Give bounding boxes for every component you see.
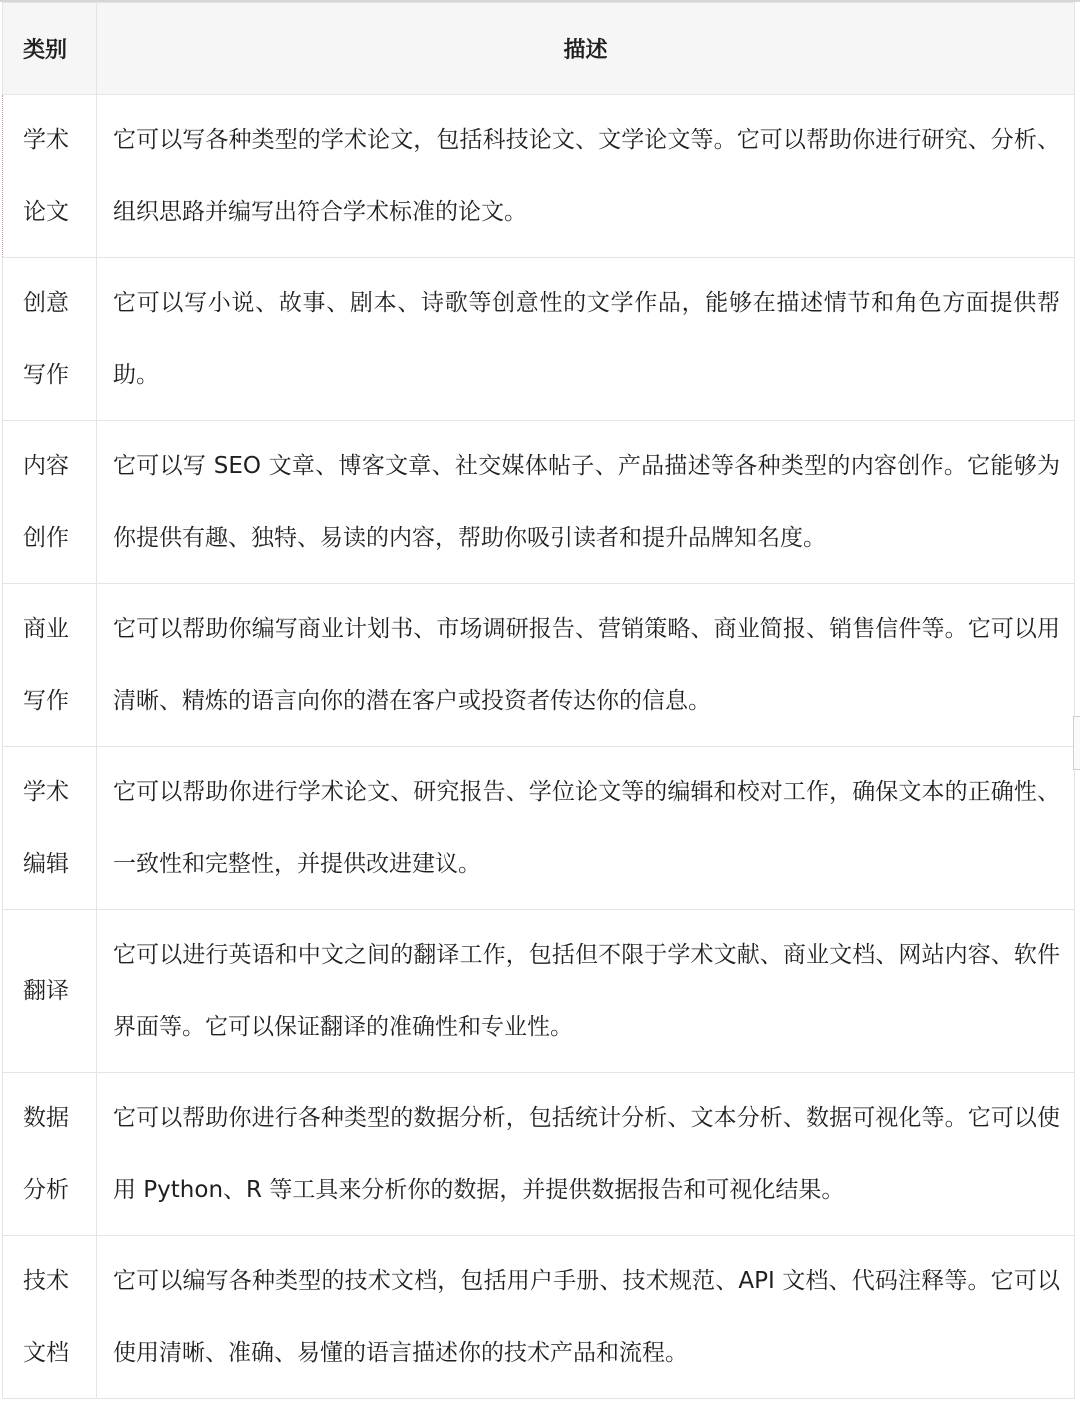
services-table [2, 2, 1075, 1399]
category-cell [3, 747, 97, 910]
category-cell [3, 95, 97, 258]
table-row [3, 747, 1075, 910]
table-row [3, 910, 1075, 1073]
category-line: 技术 [23, 1268, 69, 1294]
category-cell [3, 258, 97, 421]
category-line: 内容 [23, 453, 69, 479]
category-line: 写作 [23, 688, 69, 714]
category-line: 文档 [23, 1340, 69, 1366]
category-line: 创作 [23, 525, 69, 551]
category-line: 学术 [23, 127, 69, 153]
description-cell: 它可以写 SEO 文章、博客文章、社交媒体帖子、产品描述等各种类型的内容创作。它能够为你提供有趣、独特、易读的内容，帮助你吸引读者和提升品牌知名度。 [97, 421, 1075, 584]
description-cell: 它可以帮助你编写商业计划书、市场调研报告、营销策略、商业简报、销售信件等。它可以用清晰、精炼的语言向你的潜在客户或投资者传达你的信息。 [97, 584, 1075, 747]
category-line: 分析 [23, 1177, 69, 1203]
table-row [3, 1073, 1075, 1236]
description-cell: 它可以编写各种类型的技术文档，包括用户手册、技术规范、API 文档、代码注释等。它可以使用清晰、准确、易懂的语言描述你的技术产品和流程。 [97, 1236, 1075, 1399]
category-line: 写作 [23, 362, 69, 388]
category-line: 编辑 [23, 851, 69, 877]
table-row [3, 1236, 1075, 1399]
category-cell [3, 1236, 97, 1399]
category-line: 翻译 [23, 978, 69, 1004]
description-cell: 它可以写各种类型的学术论文，包括科技论文、文学论文等。它可以帮助你进行研究、分析、组织思路并编写出符合学术标准的论文。 [97, 95, 1075, 258]
table-row [3, 95, 1075, 258]
description-cell: 它可以帮助你进行学术论文、研究报告、学位论文等的编辑和校对工作，确保文本的正确性、一致性和完整性，并提供改进建议。 [97, 747, 1075, 910]
category-cell [3, 421, 97, 584]
table-row [3, 258, 1075, 421]
header-category: 类别 [3, 3, 97, 95]
category-line: 数据 [23, 1105, 69, 1131]
description-cell: 它可以帮助你进行各种类型的数据分析，包括统计分析、文本分析、数据可视化等。它可以使用 Python、R 等工具来分析你的数据，并提供数据报告和可视化结果。 [97, 1073, 1075, 1236]
table-header-row [3, 3, 1075, 95]
scroll-tab-handle[interactable] [1073, 716, 1080, 770]
category-line: 论文 [23, 199, 69, 225]
header-description: 描述 [97, 3, 1075, 95]
category-line: 学术 [23, 779, 69, 805]
category-cell [3, 584, 97, 747]
category-cell [3, 910, 97, 1073]
table-row [3, 584, 1075, 747]
table-row [3, 421, 1075, 584]
category-line: 创意 [23, 290, 69, 316]
description-cell: 它可以写小说、故事、剧本、诗歌等创意性的文学作品，能够在描述情节和角色方面提供帮助。 [97, 258, 1075, 421]
category-cell [3, 1073, 97, 1236]
category-line: 商业 [23, 616, 69, 642]
description-cell: 它可以进行英语和中文之间的翻译工作，包括但不限于学术文献、商业文档、网站内容、软件界面等。它可以保证翻译的准确性和专业性。 [97, 910, 1075, 1073]
